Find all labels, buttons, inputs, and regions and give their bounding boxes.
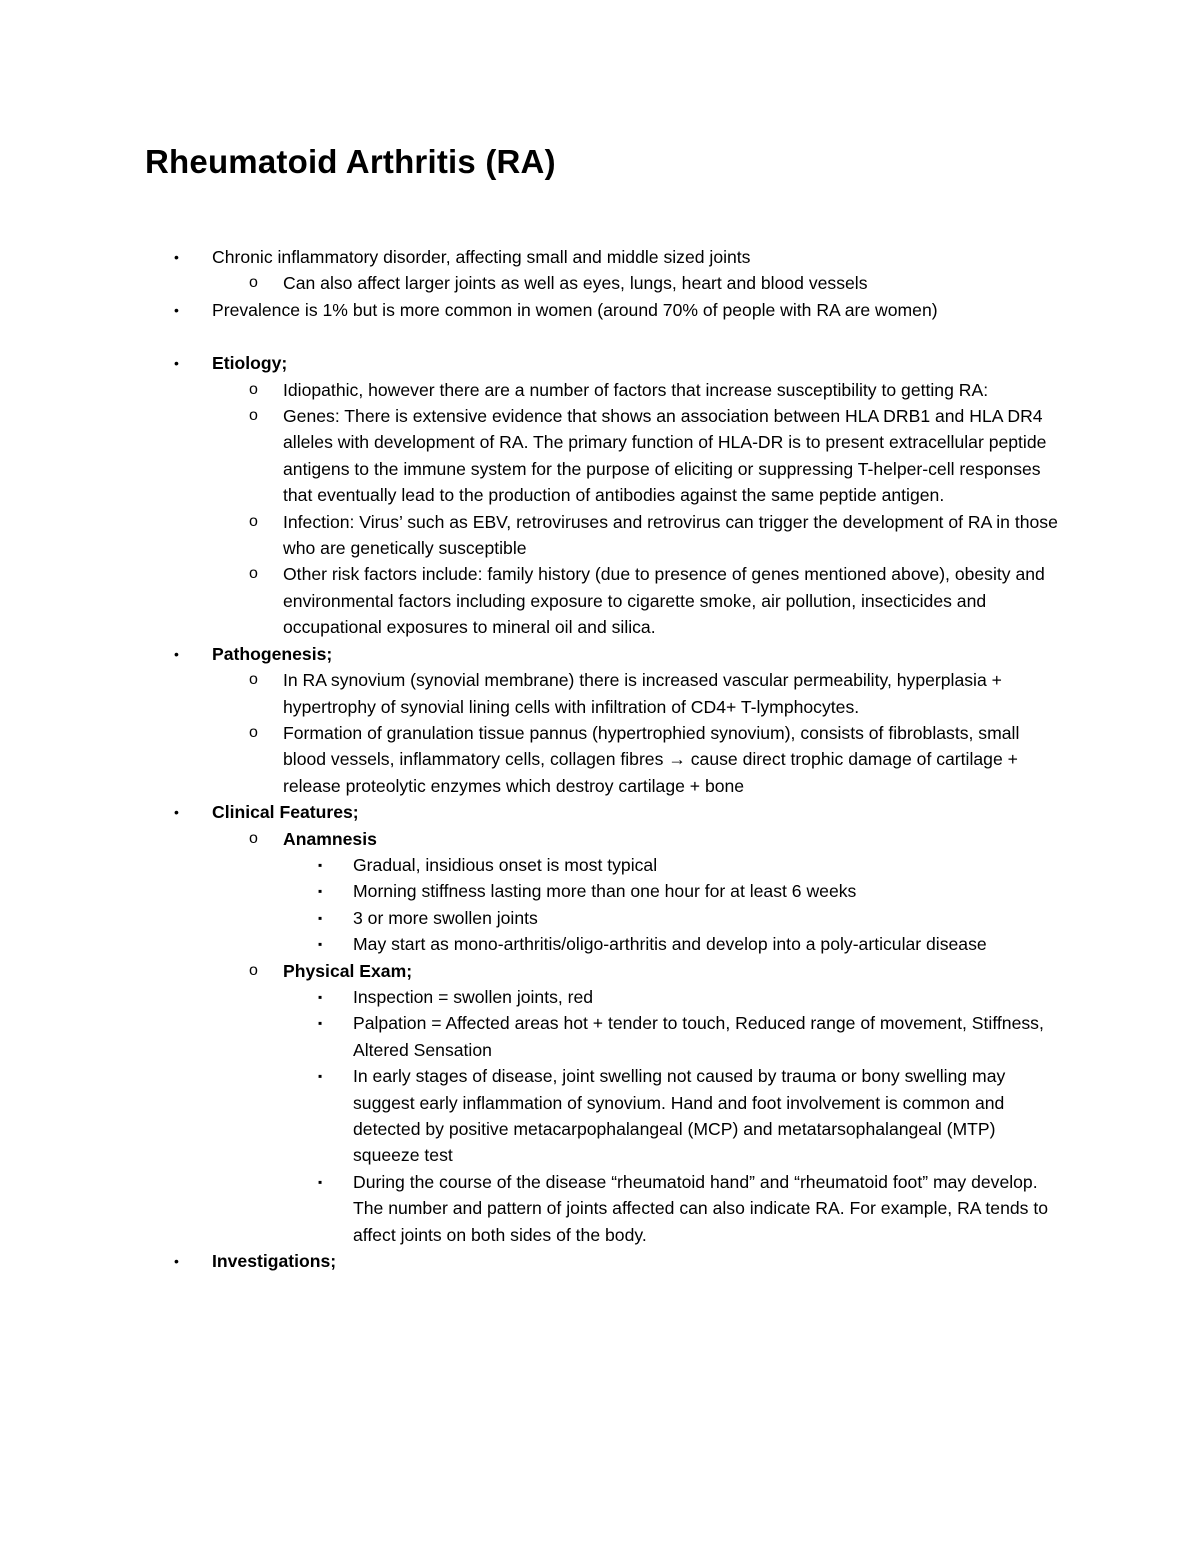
bullet-disc: • (174, 1253, 179, 1270)
list-item-text: Formation of granulation tissue pannus (hypertrophied synovium), consists of fibroblasts, small blood vessels, inflammatory cells, collagen fibres → cause direct trophic damage of cartilage + release proteolytic enzymes which destroy cartilage + bone (283, 722, 1020, 796)
list-item-text: Palpation = Affected areas hot + tender to touch, Reduced range of movement, Stiffness, Altered Sensation (353, 1013, 1044, 1060)
bullet-square: ▪ (318, 1016, 323, 1031)
section-heading-text: Clinical Features; (212, 802, 359, 823)
list-item (0, 377, 1200, 403)
bullet-square: ▪ (318, 884, 323, 899)
subsection-heading-text: Anamnesis (283, 828, 377, 849)
list-item (0, 509, 1200, 562)
bullet-circle: o (249, 565, 258, 583)
document-title: Rheumatoid Arthritis (RA) (145, 143, 556, 180)
subsection-heading-anamnesis (0, 826, 1200, 852)
list-item (0, 720, 1200, 799)
bullet-square: ▪ (318, 857, 323, 872)
list-item (0, 270, 1200, 296)
section-heading-pathogenesis (0, 641, 1200, 667)
list-item-text: May start as mono-arthritis/oligo-arthritis and develop into a poly-articular disease (353, 934, 987, 955)
list-item (0, 931, 1200, 957)
bullet-disc: • (174, 301, 179, 318)
bullet-circle: o (249, 829, 258, 847)
list-item-text: Gradual, insidious onset is most typical (353, 854, 658, 875)
blank-line (0, 323, 1200, 350)
list-item-text: Infection: Virus’ such as EBV, retroviruses and retrovirus can trigger the development of RA in those who are genetically susceptible (283, 511, 1058, 559)
bullet-square: ▪ (318, 989, 323, 1004)
list-item (0, 878, 1200, 904)
subsection-heading-text: Physical Exam; (283, 960, 413, 981)
list-item-text: During the course of the disease “rheumatoid hand” and “rheumatoid foot” may develop. The number and pattern of joints affected can also indicate RA. For example, RA tends to affect joints on both sides of the body. (353, 1171, 1049, 1245)
list-item (0, 297, 1200, 323)
section-heading-etiology (0, 350, 1200, 376)
list-item (0, 403, 1200, 509)
bullet-circle: o (249, 512, 258, 530)
bullet-circle: o (249, 671, 258, 689)
list-item-text: Prevalence is 1% but is more common in women (around 70% of people with RA are women) (212, 299, 938, 320)
bullet-circle: o (249, 961, 258, 979)
bullet-circle: o (249, 274, 258, 292)
list-item-text: Chronic inflammatory disorder, affecting small and middle sized joints (212, 247, 751, 267)
list-item (0, 1063, 1200, 1169)
bullet-circle: o (249, 723, 258, 741)
bullet-square: ▪ (318, 910, 323, 925)
list-item-text: Other risk factors include: family history (due to presence of genes mentioned above), obesity and environmental factors including exposure to cigarette smoke, air pollution, insecticides and occupational exposures to mineral oil and silica. (283, 564, 1045, 638)
bullet-square: ▪ (318, 1069, 323, 1084)
list-item (0, 905, 1200, 931)
bullet-disc: • (174, 249, 179, 265)
list-item (0, 1010, 1200, 1063)
list-item-text: In early stages of disease, joint swelling not caused by trauma or bony swelling may suggest early inflammation of synovium. Hand and foot involvement is common and detected by positive metacarpophalangeal (MCP) and metatarsophalangeal (MTP) squeeze test (353, 1066, 1006, 1166)
list-item-text: Morning stiffness lasting more than one hour for at least 6 weeks (353, 881, 857, 902)
bullet-disc: • (174, 645, 179, 662)
section-heading-investigations (0, 1248, 1200, 1274)
list-item (0, 1169, 1200, 1248)
bullet-circle: o (249, 407, 258, 425)
bullet-disc: • (174, 355, 179, 372)
bullet-circle: o (249, 380, 258, 398)
bullet-square: ▪ (318, 937, 323, 952)
list-item-text: In RA synovium (synovial membrane) there is increased vascular permeability, hyperplasia + hypertrophy of synovial lining cells with infiltration of CD4+ T-lymphocytes. (283, 670, 1002, 717)
section-heading-text: Pathogenesis; (212, 643, 333, 664)
list-item-text: Genes: There is extensive evidence that shows an association between HLA DRB1 and HLA DR4 alleles with development of RA. The primary function of HLA-DR is to present extracellular peptide antigens to the immune system for the purpose of eliciting or suppressing T-helper-cell responses that eventually lead to the production of antibodies against the same peptide antigen. (283, 406, 1047, 506)
list-item-text: Inspection = swollen joints, red (353, 986, 594, 1007)
list-item-text: 3 or more swollen joints (353, 907, 538, 928)
list-item-text: Idiopathic, however there are a number of factors that increase susceptibility to getting RA: (283, 379, 989, 400)
list-item (0, 561, 1200, 640)
bullet-square: ▪ (318, 1174, 323, 1189)
list-item (0, 984, 1200, 1010)
section-heading-text: Etiology; (212, 353, 288, 374)
list-item (0, 852, 1200, 878)
document-body (0, 244, 1200, 1274)
list-item-text: Can also affect larger joints as well as eyes, lungs, heart and blood vessels (283, 273, 868, 294)
section-heading-clinical-features (0, 799, 1200, 825)
subsection-heading-physical-exam (0, 958, 1200, 984)
list-item (0, 244, 1200, 270)
list-item (0, 667, 1200, 720)
bullet-disc: • (174, 804, 179, 821)
section-heading-text: Investigations; (212, 1251, 337, 1272)
